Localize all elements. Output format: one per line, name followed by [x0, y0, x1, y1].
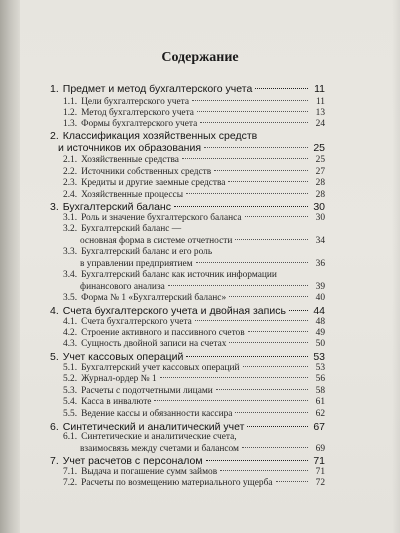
toc-entry-title: Учет расчетов с персоналом [62, 455, 203, 467]
dotted-leader [204, 147, 308, 148]
toc-entry-number: 3.3. [63, 247, 78, 257]
toc-entry-number: 7. [50, 455, 59, 467]
dotted-leader [154, 400, 308, 401]
toc-entry-title: взаимосвязь между счетами и балансом [80, 444, 239, 454]
dotted-leader [229, 342, 308, 343]
toc-page-number: 27 [315, 167, 325, 177]
toc-chapter-row [50, 130, 325, 142]
toc-chapter-row [50, 201, 325, 213]
toc-entry-number: 6.1. [63, 432, 78, 442]
toc-section-row [63, 270, 325, 280]
toc-section-row [63, 97, 325, 107]
toc-page-number: 72 [315, 478, 325, 488]
toc-entry-title: Расчеты с подотчетными лицами [81, 386, 213, 396]
toc-entry-title: Формы бухгалтерского учета [81, 119, 198, 129]
toc-entry-title: Цели бухгалтерского учета [81, 97, 190, 107]
toc-section-row [63, 119, 325, 129]
toc-page-number: 28 [315, 190, 325, 200]
toc-entry-title: Бухгалтерский баланс как источник информации [81, 270, 277, 280]
toc-page-number: 24 [315, 119, 325, 129]
dotted-leader [247, 426, 308, 427]
toc-page-number: 36 [315, 259, 325, 269]
toc-section-row [63, 190, 325, 200]
toc-entry-title: Выдача и погашение сумм займов [81, 467, 218, 477]
toc-section-row [80, 282, 325, 292]
toc-page-number: 44 [313, 305, 325, 317]
toc-entry-number: 5.1. [63, 363, 78, 373]
toc-entry-title: Метод бухгалтерского учета [81, 108, 194, 118]
toc-entry-title: Ведение кассы и обязанности кассира [81, 409, 233, 419]
toc-section-row [63, 178, 325, 188]
toc-entry-title: Строение активного и пассивного счетов [81, 328, 245, 338]
dotted-leader [289, 310, 308, 311]
toc-entry-title: Учет кассовых операций [62, 351, 184, 363]
toc-entry-number: 7.1. [63, 467, 78, 477]
toc-entry-title: Форма № 1 «Бухгалтерский баланс» [81, 293, 227, 303]
toc-entry-title: Кредиты и другие заемные средства [81, 178, 226, 188]
toc-entry-number: 4.2. [63, 328, 78, 338]
toc-section-row [63, 317, 325, 327]
toc-section-row [80, 259, 325, 269]
toc-entry-title: Бухгалтерский баланс и его роль [81, 247, 213, 257]
dotted-leader [196, 262, 308, 263]
dotted-leader [200, 122, 308, 123]
toc-entry-title: и источников их образования [58, 142, 202, 154]
toc-section-row [63, 155, 325, 165]
toc-section-row [80, 236, 325, 246]
toc-page-number: 30 [315, 213, 325, 223]
dotted-leader [248, 331, 308, 332]
toc-page-number: 30 [313, 201, 325, 213]
dotted-leader [168, 285, 308, 286]
toc-entry-number: 4. [50, 305, 59, 317]
toc-page-number: 56 [315, 374, 325, 384]
toc-section-row [63, 432, 325, 442]
toc-entry-title: Роль и значение бухгалтерского баланса [81, 213, 242, 223]
toc-page-number: 53 [313, 351, 325, 363]
toc-section-row [63, 108, 325, 118]
dotted-leader [186, 193, 308, 194]
dotted-leader [255, 88, 308, 89]
toc-entry-number: 1.2. [63, 108, 78, 118]
toc-page-number: 13 [315, 108, 325, 118]
toc-section-row [63, 397, 325, 407]
toc-section-row [63, 224, 325, 234]
dotted-leader [182, 158, 308, 159]
toc-entry-number: 2.4. [63, 190, 78, 200]
dotted-leader [228, 181, 308, 182]
toc-entry-number: 1.3. [63, 119, 78, 129]
toc-chapter-row [50, 305, 325, 317]
toc-entry-title: Касса в инвалюте [81, 397, 152, 407]
toc-entry-number: 5. [50, 351, 59, 363]
dotted-leader [229, 296, 308, 297]
toc-entry-title: Синтетический и аналитический учет [62, 421, 245, 433]
toc-entry-title: Бухгалтерский учет кассовых операций [81, 363, 240, 373]
toc-entry-title: Сущность двойной записи на счетах [81, 339, 227, 349]
toc-entry-number: 5.4. [63, 397, 78, 407]
toc-entry-number: 4.3. [63, 339, 78, 349]
toc-entry-number: 1.1. [63, 97, 78, 107]
toc-page-number: 67 [313, 421, 325, 433]
toc-page-number: 11 [314, 83, 325, 95]
toc-section-row [63, 247, 325, 257]
dotted-leader [216, 389, 308, 390]
dotted-leader [276, 481, 308, 482]
toc-page-number: 25 [313, 142, 325, 154]
toc-page-number: 61 [315, 397, 325, 407]
toc-chapter-row [58, 142, 325, 154]
toc-entry-title: Хозяйственные процессы [81, 190, 184, 200]
toc-entry-number: 3. [50, 201, 59, 213]
toc-section-row [63, 167, 325, 177]
toc-entry-number: 2. [50, 130, 59, 142]
toc-entry-number: 5.5. [63, 409, 78, 419]
toc-entry-number: 7.2. [63, 478, 78, 488]
toc-section-row [63, 386, 325, 396]
dotted-leader [160, 377, 308, 378]
toc-entry-number: 3.4. [63, 270, 78, 280]
dotted-leader [192, 100, 308, 101]
toc-section-row [63, 467, 325, 477]
toc-page-number: 11 [315, 97, 325, 107]
toc-entry-title: в управлении предприятием [80, 259, 193, 269]
toc-entry-number: 5.3. [63, 386, 78, 396]
toc-section-row [63, 293, 325, 303]
dotted-leader [235, 239, 308, 240]
toc-section-row [63, 213, 325, 223]
toc-page-number: 53 [315, 363, 325, 373]
dotted-leader [245, 216, 308, 217]
dotted-leader [197, 111, 308, 112]
toc-entry-number: 3.5. [63, 293, 78, 303]
toc-entry-number: 6. [50, 421, 59, 433]
toc-page-number: 50 [315, 339, 325, 349]
toc-entry-title: Журнал-ордер № 1 [81, 374, 157, 384]
toc-page-number: 69 [315, 444, 325, 454]
toc-section-row [63, 374, 325, 384]
toc-entry-title: Бухгалтерский баланс — [81, 224, 182, 234]
toc-section-row [80, 444, 325, 454]
toc-entry-number: 2.3. [63, 178, 78, 188]
toc-page-number: 62 [315, 409, 325, 419]
toc-entry-title: Счета бухгалтерского учета и двойная запись [62, 305, 286, 317]
toc-entry-number: 5.2. [63, 374, 78, 384]
toc-entry-title: Хозяйственные средства [81, 155, 179, 165]
toc-entry-number: 3.2. [63, 224, 78, 234]
toc-entry-title: финансового анализа [80, 282, 165, 292]
toc-chapter-row [50, 455, 325, 467]
toc-page-number: 49 [315, 328, 325, 338]
dotted-leader [186, 356, 308, 357]
toc-entry-number: 2.1. [63, 155, 78, 165]
toc-page-number: 39 [315, 282, 325, 292]
toc-entry-title: Расчеты по возмещению материального ущерба [81, 478, 273, 488]
toc-section-row [63, 478, 325, 488]
toc-entry-number: 1. [50, 83, 59, 95]
toc-entry-title: Счета бухгалтерского учета [81, 317, 192, 327]
dotted-leader [206, 460, 308, 461]
toc-entry-title: Бухгалтерский баланс [62, 201, 171, 213]
toc-page-number: 71 [315, 467, 325, 477]
dotted-leader [220, 470, 308, 471]
dotted-leader [174, 206, 308, 207]
toc-entry-title: Синтетические и аналитические счета, [81, 432, 237, 442]
toc-entry-number: 2.2. [63, 167, 78, 177]
toc-entry-number: 3.1. [63, 213, 78, 223]
toc-entry-title: основная форма в системе отчетности [80, 236, 233, 246]
toc-chapter-row [50, 83, 325, 95]
toc-section-row [63, 339, 325, 349]
toc-section-row [63, 363, 325, 373]
toc-entry-title: Предмет и метод бухгалтерского учета [62, 83, 253, 95]
toc-page-number: 71 [313, 455, 325, 467]
page-title: Содержание [161, 50, 239, 65]
toc-entry-number: 4.1. [63, 317, 78, 327]
toc-section-row [63, 409, 325, 419]
toc-page-number: 34 [315, 236, 325, 246]
toc-page-number: 28 [315, 178, 325, 188]
toc-page-number: 25 [315, 155, 325, 165]
toc-page-number: 58 [315, 386, 325, 396]
dotted-leader [242, 447, 308, 448]
toc-section-row [63, 328, 325, 338]
toc-entry-title: Классификация хозяйственных средств [62, 130, 258, 142]
toc-page-number: 40 [315, 293, 325, 303]
dotted-leader [214, 170, 308, 171]
toc-chapter-row [50, 351, 325, 363]
toc-entry-title: Источники собственных средств [81, 167, 212, 177]
dotted-leader [195, 320, 308, 321]
toc-page-number: 48 [315, 317, 325, 327]
dotted-leader [235, 412, 308, 413]
dotted-leader [243, 366, 308, 367]
